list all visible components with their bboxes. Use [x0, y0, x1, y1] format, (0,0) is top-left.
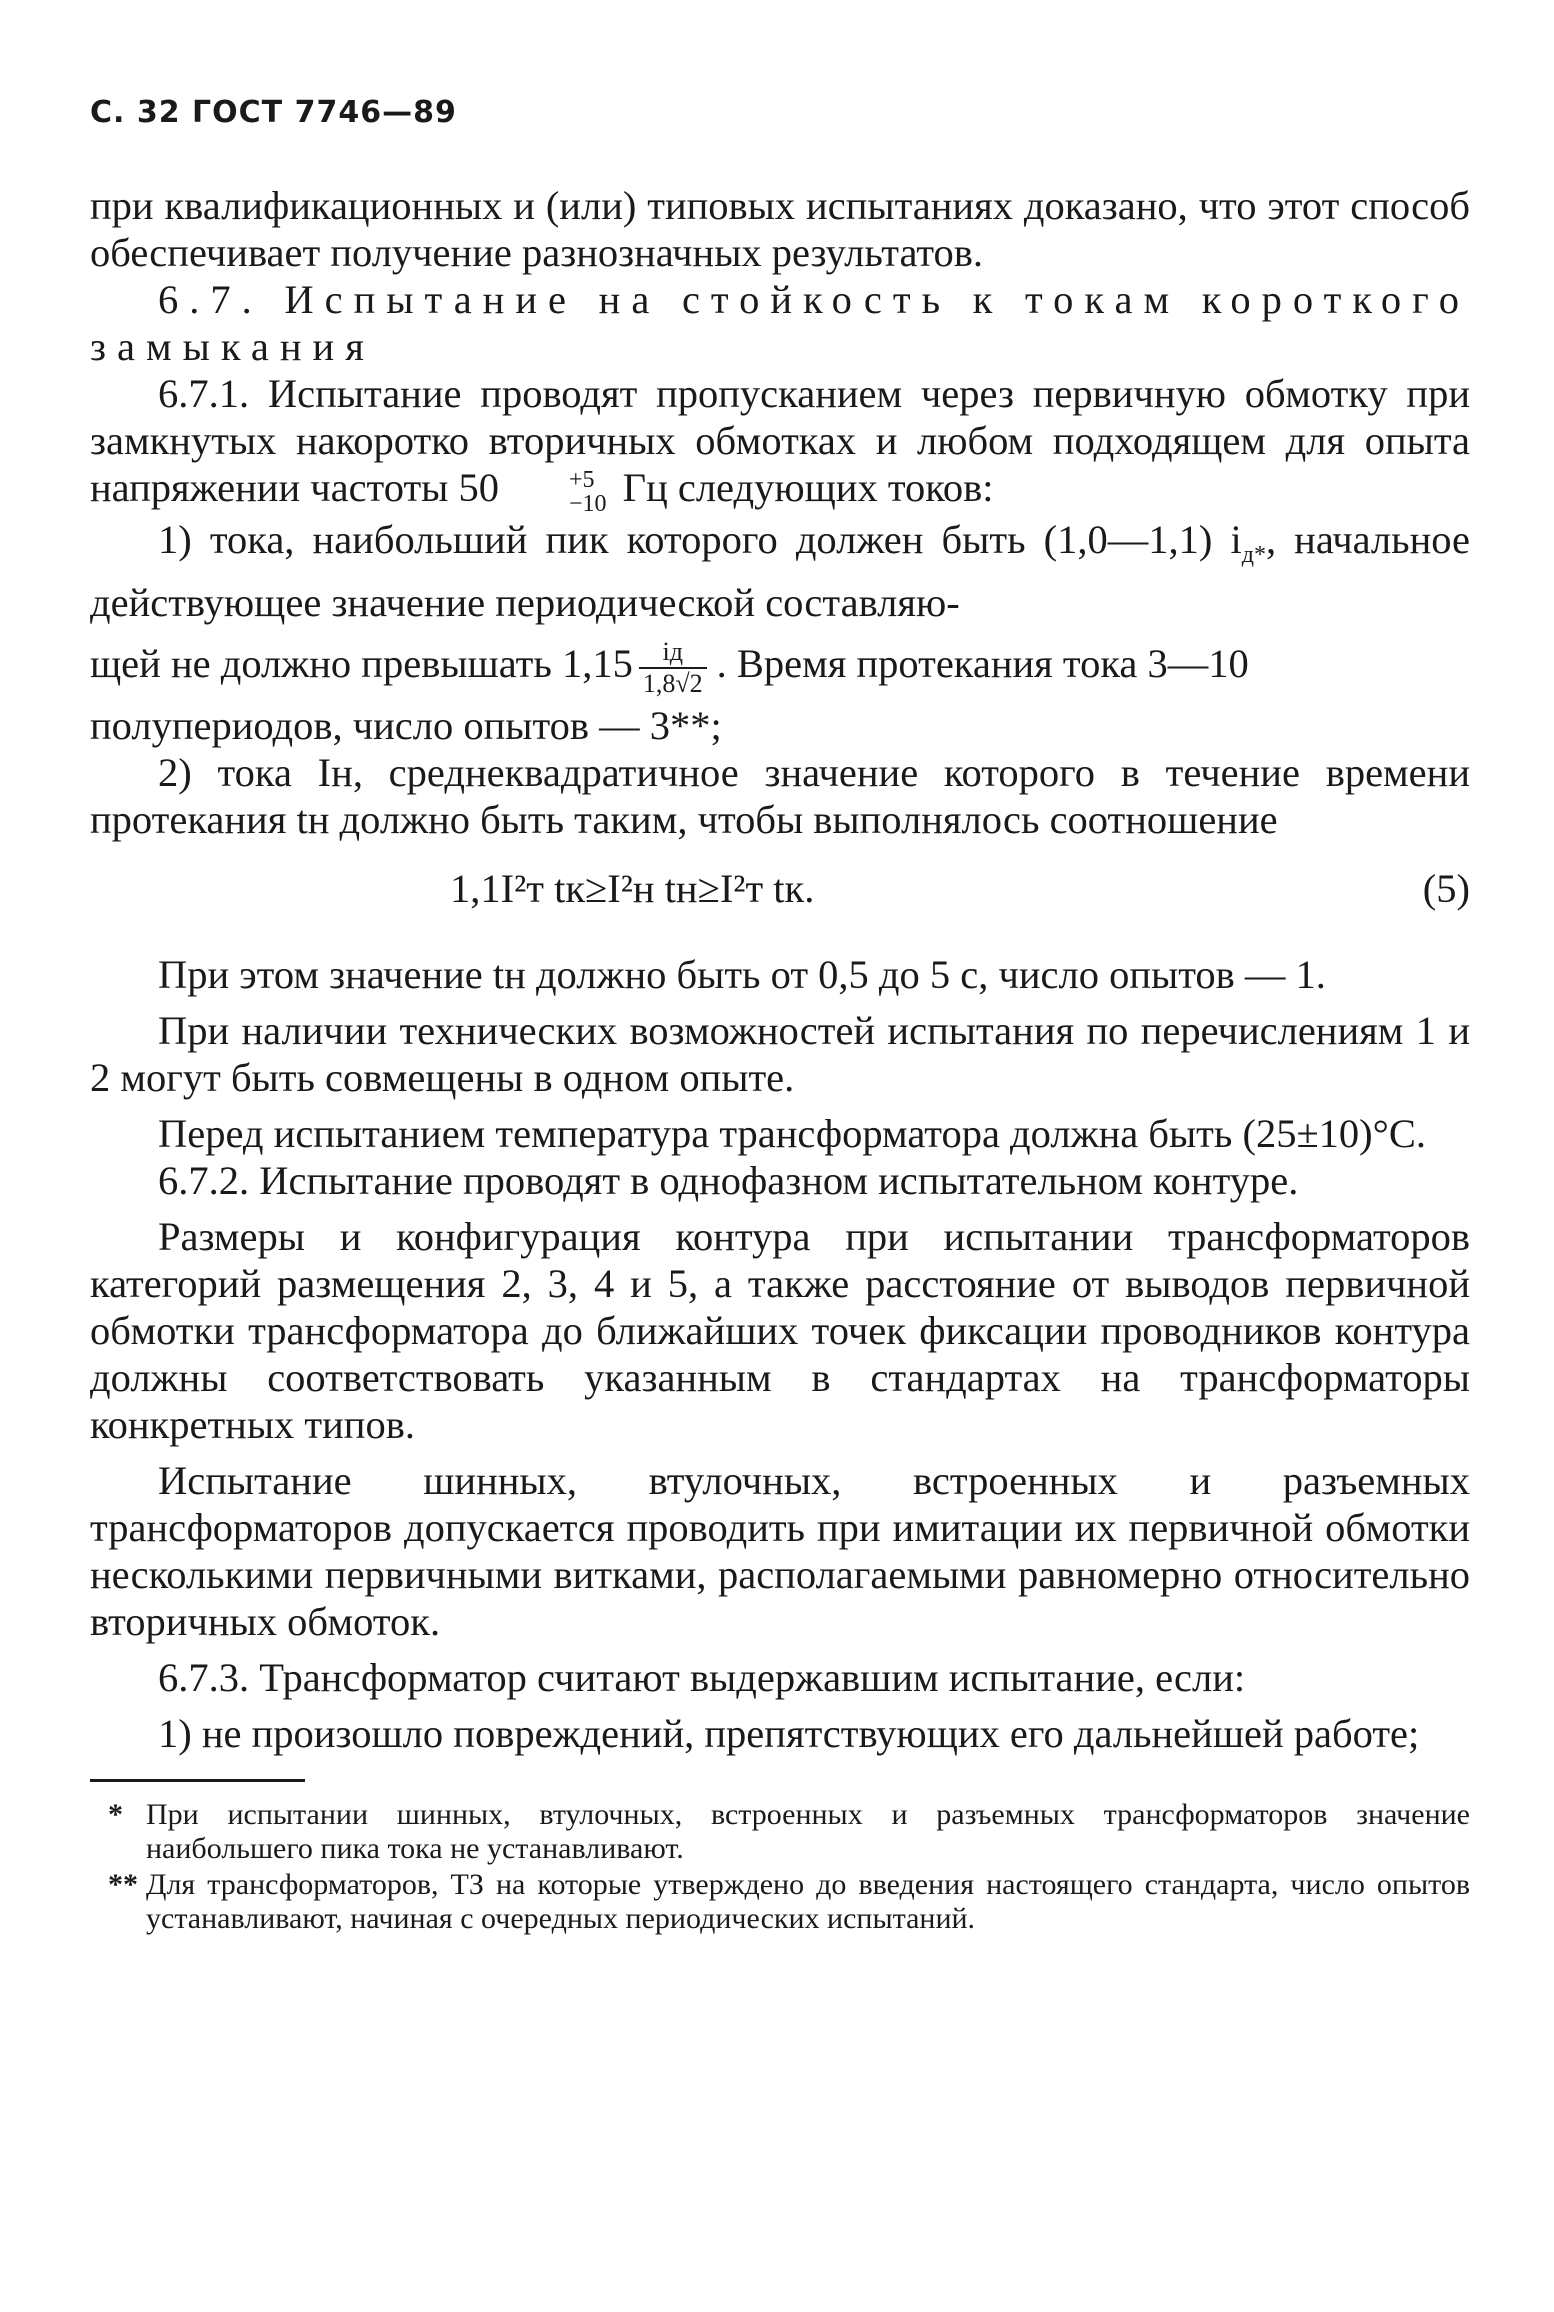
list-item-1-formula-post: . Время протекания тока 3—10 — [716, 640, 1249, 686]
paragraph-temperature: Перед испытанием температура трансформатора должна быть (25±10)°С. — [158, 1110, 1426, 1156]
paragraph-6-7-1-text: 6.7.1. Испытание проводят пропусканием через первичную обмотку при замкнутых накоротко вторичных обмотках и любом подходящем для опыта напряжении частоты 50 — [90, 371, 1470, 510]
frequency-tolerance — [501, 468, 607, 516]
formula-expression: 1,1I²т tк≥I²н tн≥I²т tк. — [450, 865, 815, 911]
paragraph-6-7-3-item-1: 1) не произошло повреждений, препятствующих его дальнейшей работе; — [158, 1710, 1420, 1756]
list-item-1-formula-line — [90, 626, 1470, 702]
tolerance-minus: −10 — [568, 490, 607, 517]
footnote-2-mark: ** — [108, 1867, 138, 1901]
paragraph-6-7-3: 6.7.3. Трансформатор считают выдержавшим испытание, если: — [158, 1654, 1246, 1700]
footnote-divider — [90, 1779, 305, 1782]
paragraph-combined-tests: При наличии технических возможностей испытания по перечислениям 1 и 2 могут быть совмещены в одном опыте. — [90, 1007, 1470, 1100]
tolerance-plus: +5 — [568, 466, 595, 493]
fraction-denominator: 1,8√2 — [642, 668, 703, 698]
list-item-1 — [90, 516, 1470, 626]
document-page — [90, 95, 1470, 1938]
paragraph-test-time: При этом значение tн должно быть от 0,5 до 5 с, число опытов — 1. — [158, 951, 1326, 997]
section-heading-6-7: 6.7. Испытание на стойкость к токам короткого замыкания — [90, 277, 1470, 369]
document-body — [90, 182, 1470, 1757]
footnote-2-text: Для трансформаторов, ТЗ на которые утверждено до введения настоящего стандарта, число опытов устанавливают, начиная с очередных периодических испытаний. — [146, 1867, 1470, 1935]
fraction-numerator: iд — [639, 637, 707, 669]
footnote-1-mark: * — [108, 1797, 123, 1831]
footnote-2 — [90, 1868, 1470, 1936]
paragraph-bus-transformers: Испытание шинных, втулочных, встроенных и разъемных трансформаторов допускается проводить при имитации их первичной обмотки несколькими первичными витками, располагаемыми равномерно относительно вторичных обмоток. — [90, 1457, 1470, 1644]
list-item-2: 2) тока Iн, среднеквадратичное значение которого в течение времени протекания tн должно быть таким, чтобы выполнялось соотношение — [90, 749, 1470, 842]
paragraph-6-7-1-tail: Гц следующих токов: — [612, 465, 994, 510]
list-item-1-continuation: , начальное действующее значение периодической составляю- — [90, 516, 1470, 625]
paragraph-continuation: при квалификационных и (или) типовых испытаниях доказано, что этот способ обеспечивает получение разнозначных результатов. — [90, 183, 1470, 275]
list-item-1-text: 1) тока, наибольший пик которого должен быть (1,0—1,1) i — [158, 516, 1242, 562]
footnote-1 — [90, 1798, 1470, 1866]
paragraph-6-7-1 — [90, 370, 1470, 516]
footnote-1-text: При испытании шинных, втулочных, встроенных и разъемных трансформаторов значение наибольшего пика тока не устанавливают. — [146, 1797, 1470, 1865]
paragraph-6-7-2: 6.7.2. Испытание проводят в однофазном испытательном контуре. — [158, 1157, 1299, 1203]
footnotes — [90, 1798, 1470, 1936]
formula-5 — [90, 853, 1470, 931]
formula-number: (5) — [1422, 865, 1470, 911]
list-item-1-formula-pre: щей не должно превышать 1,15 — [90, 640, 633, 686]
paragraph-circuit-sizes: Размеры и конфигурация контура при испытании трансформаторов категорий размещения 2, 3, 4 и 5, а также расстояние от выводов первичной обмотки трансформатора до ближайших точек фиксации проводников контура должны соответствовать указанным в стандартах на трансформаторы конкретных типов. — [90, 1213, 1470, 1447]
list-item-1-end: полупериодов, число опытов — 3**; — [90, 702, 722, 748]
page-header: С. 32 ГОСТ 7746—89 — [90, 95, 457, 130]
current-fraction — [639, 637, 707, 699]
list-item-1-subscript: д* — [1241, 541, 1266, 568]
